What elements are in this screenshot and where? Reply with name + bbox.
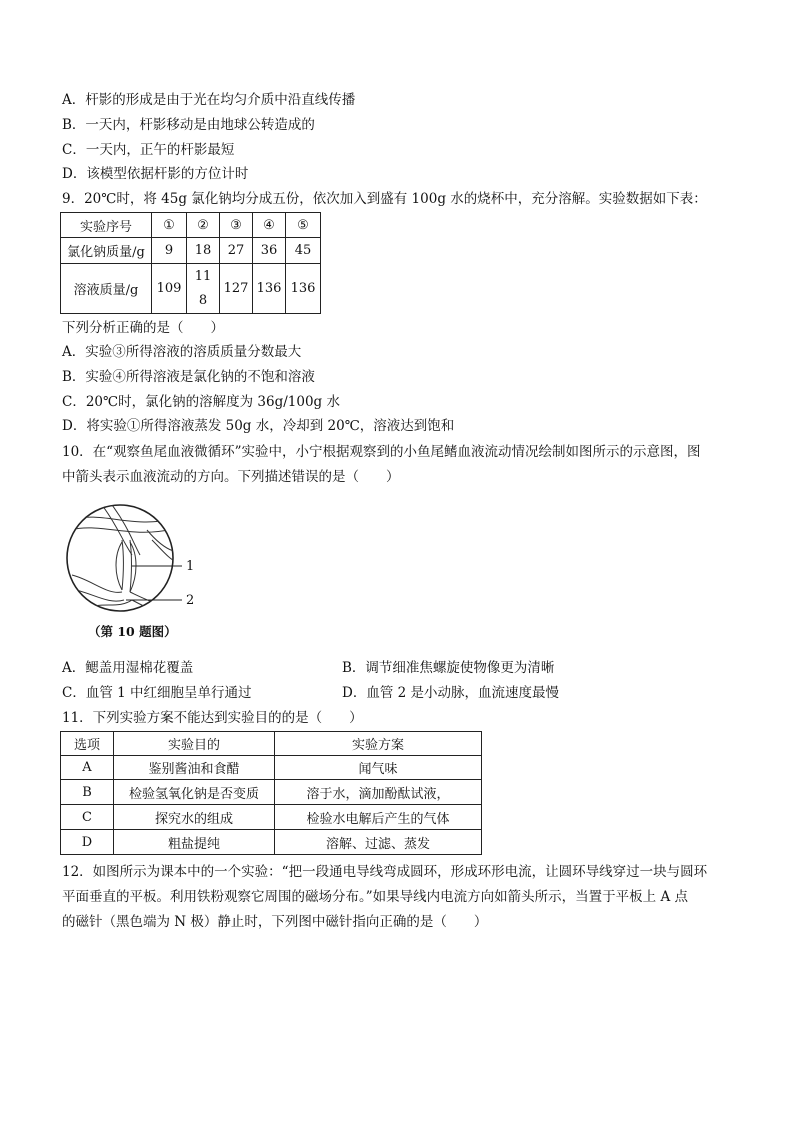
table-header-cell: ③ [220, 213, 253, 238]
table-row [61, 780, 482, 805]
q10-stem-line2: 中箭头表示血液流动的方向。下列描述错误的是（ ） [62, 469, 400, 485]
table-cell: A [61, 756, 114, 780]
table-header-cell: ① [152, 213, 187, 238]
q9-option-a: A．实验③所得溶液的溶质质量分数最大 [62, 344, 302, 360]
table-cell: 粗盐提纯 [114, 830, 275, 855]
table-row [61, 830, 482, 855]
table-cell: 鉴别酱油和食醋 [114, 756, 275, 780]
q10-option-c: C．血管 1 中红细胞呈单行通过 [62, 685, 252, 701]
q8-option-b: B．一天内，杆影移动是由地球公转造成的 [62, 117, 315, 133]
table-row [61, 756, 482, 780]
q10-option-a: A．鳃盖用湿棉花覆盖 [62, 660, 194, 676]
q11-stem: 11．下列实验方案不能达到实验目的的是（ ） [62, 710, 363, 726]
q9-option-d: D．将实验①所得溶液蒸发 50g 水，冷却到 20℃，溶液达到饱和 [62, 418, 455, 434]
q9-option-b: B．实验④所得溶液是氯化钠的不饱和溶液 [62, 369, 315, 385]
table-cell: 闻气味 [275, 756, 482, 780]
table-header-cell: 实验序号 [61, 213, 152, 238]
wrapped-part: 11 [194, 268, 212, 284]
figure-label-1: 1 [186, 559, 195, 574]
q9-prompt: 下列分析正确的是（ ） [62, 320, 224, 336]
table-cell: 溶液质量/g [61, 264, 152, 314]
table-row [61, 732, 482, 756]
q9-data-table [60, 212, 321, 314]
q9-stem: 9．20℃时，将 45g 氯化钠均分成五份，依次加入到盛有 100g 水的烧杯中，充分溶解。实验数据如下表： [62, 191, 707, 207]
table-cell: 27 [220, 238, 253, 264]
table-row [61, 213, 321, 238]
table-cell: 136 [286, 264, 321, 314]
table-cell: C [61, 805, 114, 830]
table-cell: 36 [253, 238, 286, 264]
q10-option-b: B．调节细准焦螺旋使物像更为清晰 [342, 660, 555, 676]
table-cell-wrapped [187, 264, 220, 314]
table-cell: 136 [253, 264, 286, 314]
table-cell: B [61, 780, 114, 805]
q12-stem-line1: 12．如图所示为课本中的一个实验：“把一段通电导线弯成圆环，形成环形电流，让圆环导线穿过一块与圆环 [62, 864, 708, 880]
table-header-cell: 实验目的 [114, 732, 275, 756]
q8-option-a: A．杆影的形成是由于光在均匀介质中沿直线传播 [62, 92, 356, 108]
wrapped-part: 8 [198, 292, 208, 308]
table-header-cell: 实验方案 [275, 732, 482, 756]
table-header-cell: ⑤ [286, 213, 321, 238]
q9-option-c: C．20℃时，氯化钠的溶解度为 36g/100g 水 [62, 394, 340, 410]
q10-stem-line1: 10．在“观察鱼尾血液微循环”实验中，小宁根据观察到的小鱼尾鳍血液流动情况绘制如图所示的示意图，图 [62, 444, 701, 460]
table-header-cell: ④ [253, 213, 286, 238]
table-row [61, 238, 321, 264]
q12-stem-line3: 的磁针（黑色端为 N 极）静止时，下列图中磁针指向正确的是（ ） [62, 914, 488, 930]
table-row [61, 805, 482, 830]
table-row [61, 264, 321, 314]
table-cell: 溶于水，滴加酚酞试液， [275, 780, 482, 805]
table-cell: 溶解、过滤、蒸发 [275, 830, 482, 855]
table-header-cell: 选项 [61, 732, 114, 756]
table-cell: 109 [152, 264, 187, 314]
table-cell: 18 [187, 238, 220, 264]
table-cell: 45 [286, 238, 321, 264]
figure-label-2: 2 [186, 593, 195, 608]
q10-option-d: D．血管 2 是小动脉，血流速度最慢 [342, 685, 559, 701]
q12-stem-line2: 平面垂直的平板。利用铁粉观察它周围的磁场分布。”如果导线内电流方向如箭头所示，当置于平板上 A 点 [62, 889, 688, 905]
table-cell: D [61, 830, 114, 855]
table-cell: 9 [152, 238, 187, 264]
table-cell: 氯化钠质量/g [61, 238, 152, 264]
table-cell: 检验氢氧化钠是否变质 [114, 780, 275, 805]
table-cell: 127 [220, 264, 253, 314]
table-header-cell: ② [187, 213, 220, 238]
q8-option-c: C．一天内，正午的杆影最短 [62, 142, 235, 158]
q8-option-d: D．该模型依据杆影的方位计时 [62, 166, 249, 182]
table-cell: 探究水的组成 [114, 805, 275, 830]
table-cell: 检验水电解后产生的气体 [275, 805, 482, 830]
figure-caption: （第 10 题图） [88, 624, 177, 639]
q11-table [60, 731, 482, 855]
